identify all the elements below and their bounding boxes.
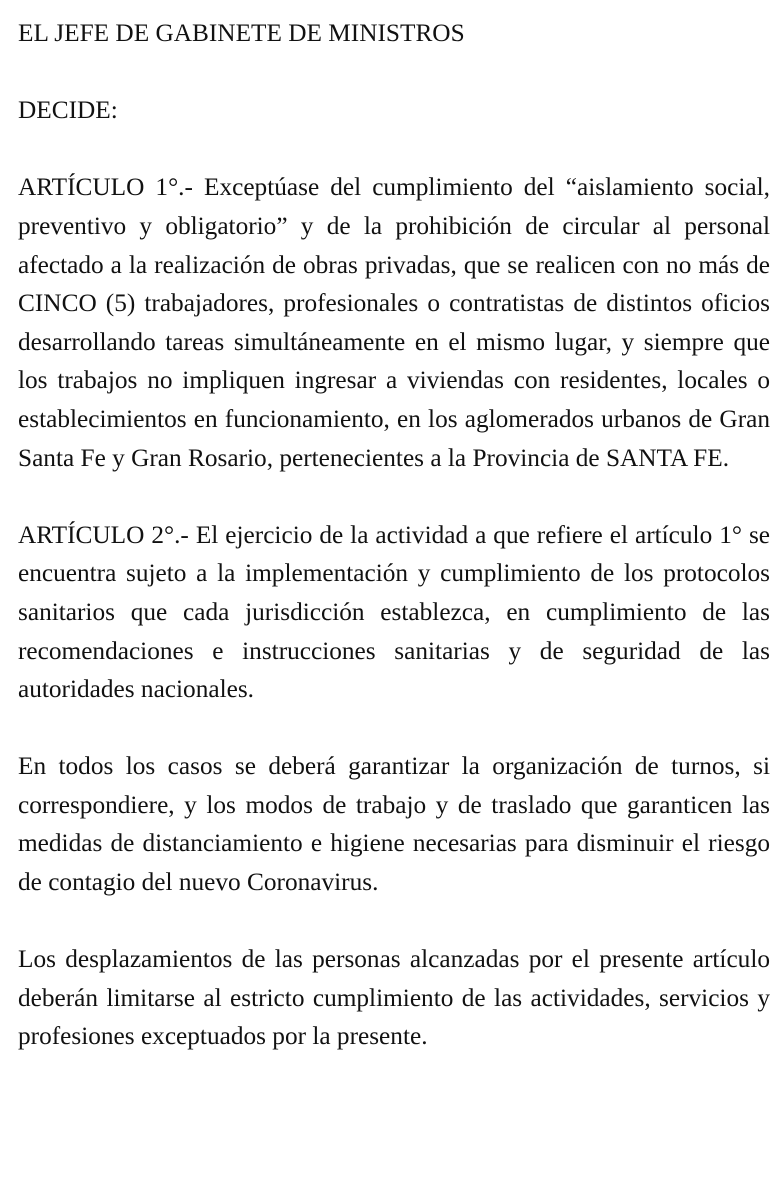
article-2-text: El ejercicio de la actividad a que refiere el artículo 1° se encuentra sujeto a la implementación y cumplimiento de los protocolos sanitarios que cada jurisdicción establezca, en cumplimiento de las recomendaciones e instrucciones sanitarias y de seguridad de las autoridades nacionales. xyxy=(18,520,771,704)
decide-label: DECIDE: xyxy=(18,96,118,125)
article-1-text: Exceptúase del cumplimiento del “aislamiento social, preventivo y obligatorio” y de la prohibición de circular al personal afectado a la realización de obras privadas, que se realicen con no más de CINCO (5) trabajadores, profesionales o contratistas de distintos oficios desarrollando tareas simultáneamente en el mismo lugar, y siempre que los trabajos no impliquen ingresar a viviendas con residentes, locales o establecimientos en funcionamiento, en los aglomerados urbanos de Gran Santa Fe y Gran Rosario, pertenecientes a la Provincia de SANTA FE. xyxy=(18,173,770,472)
article-2-label: ARTÍCULO 2°.- xyxy=(18,520,189,549)
article-2-paragraph xyxy=(18,516,770,709)
article-1-label: ARTÍCULO 1°.- xyxy=(18,173,193,202)
article-1-paragraph xyxy=(18,168,770,477)
document-heading: EL JEFE DE GABINETE DE MINISTROS xyxy=(18,19,465,47)
paragraph-desplazamientos: Los desplazamientos de las personas alcanzadas por el presente artículo deberán limitarse al estricto cumplimiento de las actividades, servicios y profesiones exceptuados por la presente. xyxy=(18,945,770,1051)
paragraph-turnos: En todos los casos se deberá garantizar la organización de turnos, si correspondiere, y los modos de trabajo y de traslado que garanticen las medidas de distanciamiento e higiene necesarias para disminuir el riesgo de contagio del nuevo Coronavirus. xyxy=(18,752,770,897)
document-body xyxy=(18,14,770,1056)
